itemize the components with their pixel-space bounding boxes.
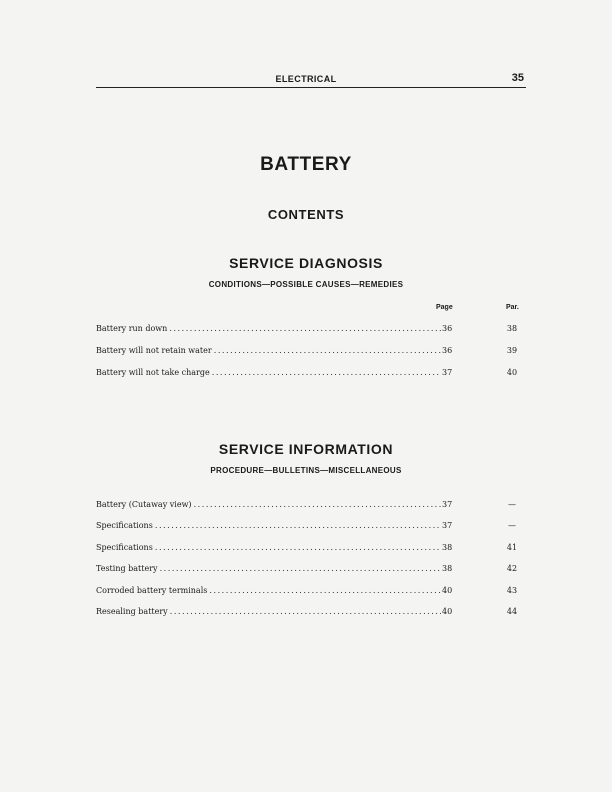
toc-entry-paragraph: — xyxy=(508,521,516,530)
toc-entry-label: Corroded battery terminals . . . xyxy=(96,585,452,597)
column-header-par: Par. xyxy=(506,304,519,311)
toc-entry-page: 38 xyxy=(441,542,456,554)
toc-entry-page: 38 xyxy=(441,563,456,575)
toc-row[interactable] xyxy=(96,323,536,335)
toc-entry-paragraph: — xyxy=(508,500,516,509)
service-diagnosis-subheading: CONDITIONS—POSSIBLE CAUSES—REMEDIES xyxy=(208,280,404,289)
toc-entry-page: 36 xyxy=(441,345,456,357)
toc-entry-paragraph: 44 xyxy=(506,607,518,616)
running-header-section: ELECTRICAL xyxy=(275,74,337,84)
toc-entry-label: Battery run down . . . xyxy=(96,323,452,335)
toc-row[interactable] xyxy=(96,520,536,532)
page-title: BATTERY xyxy=(260,154,352,175)
toc-entry-page: 40 xyxy=(441,606,456,618)
service-diagnosis-heading: SERVICE DIAGNOSIS xyxy=(229,255,383,271)
service-information-heading: SERVICE INFORMATION xyxy=(218,441,394,457)
toc-row[interactable] xyxy=(96,542,536,554)
toc-row[interactable] xyxy=(96,499,536,511)
column-header-page: Page xyxy=(436,304,453,311)
contents-heading: CONTENTS xyxy=(267,207,345,222)
toc-entry-label: Battery (Cutaway view) . . . xyxy=(96,499,452,511)
toc-entry-label: Specifications . . . xyxy=(96,520,452,532)
toc-entry-page: 36 xyxy=(441,323,456,335)
toc-entry-label: Specifications . . . xyxy=(96,542,452,554)
toc-entry-page: 37 xyxy=(441,520,456,532)
toc-entry-label: Battery will not take charge . . . xyxy=(96,367,452,379)
toc-entry-paragraph: 42 xyxy=(506,564,518,573)
toc-entry-label: Battery will not retain water . . . xyxy=(96,345,452,357)
header-rule xyxy=(96,87,526,88)
toc-entry-paragraph: 40 xyxy=(506,368,518,377)
toc-row[interactable] xyxy=(96,345,536,357)
toc-row[interactable] xyxy=(96,606,536,618)
toc-row[interactable] xyxy=(96,367,536,379)
toc-entry-paragraph: 38 xyxy=(506,324,518,333)
toc-entry-page: 37 xyxy=(441,367,456,379)
toc-entry-label: Resealing battery . . . xyxy=(96,606,452,618)
toc-entry-page: 40 xyxy=(441,585,456,597)
toc-entry-label: Testing battery . . . xyxy=(96,563,452,575)
toc-entry-page: 37 xyxy=(441,499,456,511)
toc-row[interactable] xyxy=(96,563,536,575)
toc-entry-paragraph: 39 xyxy=(506,346,518,355)
toc-row[interactable] xyxy=(96,585,536,597)
service-information-subheading: PROCEDURE—BULLETINS—MISCELLANEOUS xyxy=(210,466,402,475)
toc-entry-paragraph: 43 xyxy=(506,586,518,595)
page-number: 35 xyxy=(511,72,524,84)
toc-entry-paragraph: 41 xyxy=(506,543,518,552)
